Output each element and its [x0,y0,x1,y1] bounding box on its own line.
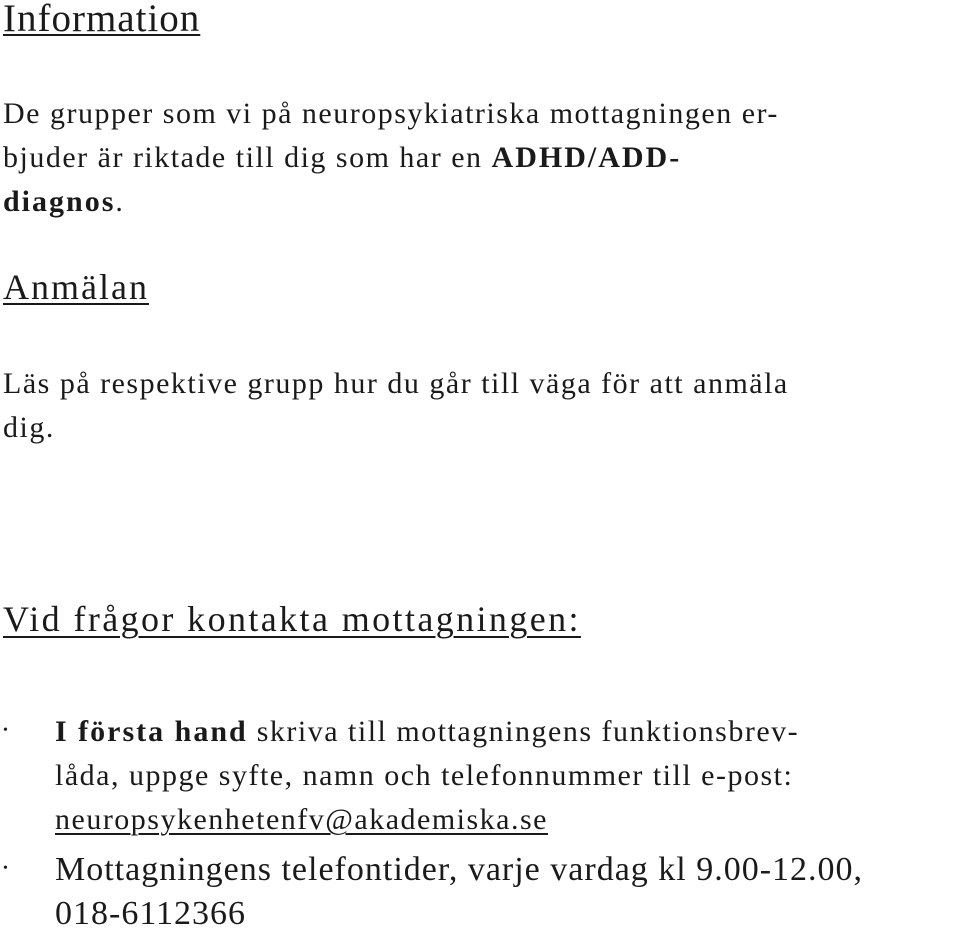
phone-number: 018-6112366 [55,895,247,932]
anmalan-line-1: Läs på respektive grupp hur du går till väga för att anmäla [3,367,789,400]
anmalan-paragraph [3,362,953,450]
intro-line-2-text: bjuder är riktade till dig som har en [3,141,492,174]
intro-paragraph [3,92,953,224]
bullet-icon [3,862,9,876]
intro-line-3 [3,180,953,224]
bullet-icon [3,724,9,738]
intro-line-1: De grupper som vi på neuropsykiatriska mottagningen er- [3,97,779,130]
heading-information: Information [3,0,201,40]
anmalan-line-2: dig. [3,411,55,444]
contact-item-phone [3,848,958,936]
contact-email-line-3 [55,798,958,842]
contact-list [3,710,958,936]
heading-anmalan: Anmälan [3,267,149,307]
heading-contact: Vid frågor kontakta mottagningen: [3,599,581,639]
first-hand-label: I första hand [55,715,248,748]
diagnosis-term: ADHD/ADD- [491,141,682,174]
contact-email-line-1-text: skriva till mottagningens funktionsbrev- [247,715,800,748]
phone-hours-line: Mottagningens telefontider, varje vardag kl 9.00-12.00, [55,851,864,888]
intro-line-2 [3,136,953,180]
intro-line-3-period: . [115,185,125,218]
contact-item-email [3,710,958,842]
contact-email-line-2: låda, uppge syfte, namn och telefonnummer till e-post: [55,759,794,792]
email-link[interactable]: neuropsykenhetenfv@akademiska.se [55,803,548,836]
diagnosis-term-end: diagnos [3,185,116,218]
contact-email-line-1 [55,710,958,754]
